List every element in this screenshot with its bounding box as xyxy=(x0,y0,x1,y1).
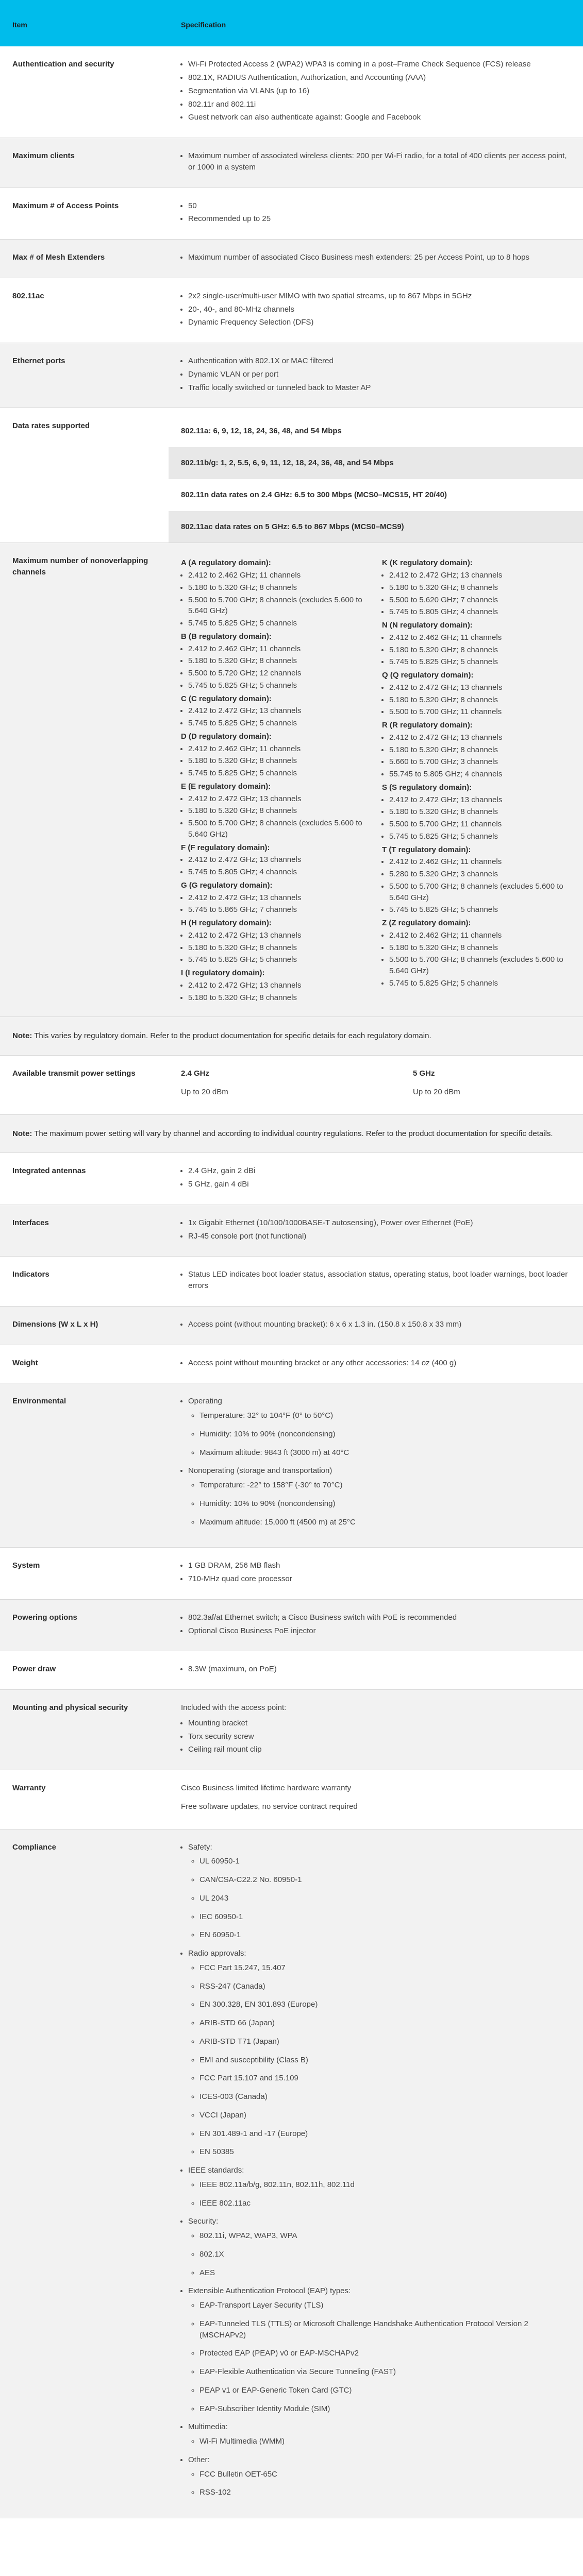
channel-range: • 2.412 to 2.472 GHz; 13 channels xyxy=(188,930,370,941)
domain-channel-list xyxy=(181,743,370,779)
domain-title: Q (Q regulatory domain): xyxy=(382,671,474,680)
sub-list-item: ◦ FCC Part 15.247, 15.407 xyxy=(199,1962,571,1974)
list-item: • Optional Cisco Business PoE injector xyxy=(188,1625,571,1637)
row-power xyxy=(0,1056,583,1115)
row-label: Powering options xyxy=(0,1599,169,1651)
channel-range: • 2.412 to 2.472 GHz; 13 channels xyxy=(389,794,571,806)
row-weight xyxy=(0,1345,583,1383)
note-label: Note: xyxy=(12,1129,32,1138)
domain-title: F (F regulatory domain): xyxy=(181,843,270,852)
sub-list-item: ◦ IEC 60950-1 xyxy=(199,1911,571,1923)
list-item: • Recommended up to 25 xyxy=(188,213,571,225)
row-value xyxy=(169,188,583,240)
row-value xyxy=(169,1548,583,1600)
sub-list-item: ◦ CAN/CSA-C22.2 No. 60950-1 xyxy=(199,1874,571,1886)
row-note-regulatory xyxy=(0,1017,583,1056)
row-value xyxy=(169,1306,583,1345)
sub-list-item: ◦ ARIB-STD T71 (Japan) xyxy=(199,2036,571,2047)
channel-range: • 5.180 to 5.320 GHz; 8 channels xyxy=(389,582,571,594)
group-title: Security: xyxy=(188,2217,219,2226)
sub-list xyxy=(188,1480,571,1528)
sub-list-item: ◦ EAP-Transport Layer Security (TLS) xyxy=(199,2300,571,2311)
row-warranty xyxy=(0,1770,583,1829)
domain-channel-list xyxy=(181,980,370,1004)
row-label: Authentication and security xyxy=(0,46,169,138)
row-maxmesh xyxy=(0,240,583,278)
list-item: • Torx security screw xyxy=(188,1731,571,1742)
group-list xyxy=(181,1842,571,2499)
channel-range: • 5.500 to 5.700 GHz; 8 channels (excludes 5.600 to 5.640 GHz) xyxy=(188,595,370,617)
group-item xyxy=(188,2421,571,2447)
domain-channel-list xyxy=(382,794,571,842)
channel-range: • 5.500 to 5.700 GHz; 8 channels (excludes 5.600 to 5.640 GHz) xyxy=(389,881,571,904)
list-item: • 802.11r and 802.11i xyxy=(188,99,571,110)
list-item: • Access point (without mounting bracket): 6 x 6 x 1.3 in. (150.8 x 150.8 x 33 mm) xyxy=(188,1319,571,1330)
row-value xyxy=(169,1770,583,1829)
channel-range: • 5.500 to 5.700 GHz; 8 channels (excludes 5.600 to 5.640 GHz) xyxy=(188,818,370,840)
row-interfaces xyxy=(0,1205,583,1257)
sub-list-item: ◦ PEAP v1 or EAP-Generic Token Card (GTC) xyxy=(199,2385,571,2396)
channel-range: • 5.180 to 5.320 GHz; 8 channels xyxy=(389,694,571,706)
list-item: • 2x2 single-user/multi-user MIMO with two spatial streams, up to 867 Mbps in 5GHz xyxy=(188,291,571,302)
row-value xyxy=(169,138,583,188)
domain-channel-list xyxy=(181,643,370,691)
domain-channel-list xyxy=(382,856,571,916)
domain-title: S (S regulatory domain): xyxy=(382,783,472,792)
list-item: • Guest network can also authenticate against: Google and Facebook xyxy=(188,112,571,123)
domain-channel-list xyxy=(382,930,571,989)
bullet-list xyxy=(181,1165,571,1190)
row-value xyxy=(169,1651,583,1690)
mounting-intro: Included with the access point: xyxy=(181,1703,287,1713)
header-item: Item xyxy=(0,0,169,46)
channel-range: • 5.745 to 5.825 GHz; 5 channels xyxy=(188,680,370,691)
channel-range: • 5.500 to 5.700 GHz; 11 channels xyxy=(389,706,571,718)
row-label: Maximum clients xyxy=(0,138,169,188)
row-maxclients xyxy=(0,138,583,188)
sub-list-item: ◦ EAP-Tunneled TLS (TTLS) or Microsoft Challenge Handshake Authentication Protocol Version 2 (MSCHAPv2) xyxy=(199,2318,571,2341)
list-item: • Maximum number of associated Cisco Business mesh extenders: 25 per Access Point, up to 8 hops xyxy=(188,252,571,263)
list-item: • Ceiling rail mount clip xyxy=(188,1744,571,1755)
group-item xyxy=(188,1396,571,1458)
sub-list-item: ◦ EN 60950-1 xyxy=(199,1929,571,1941)
channel-range: • 5.745 to 5.825 GHz; 5 channels xyxy=(188,618,370,629)
sub-list-item: ◦ 802.11i, WPA2, WAP3, WPA xyxy=(199,2230,571,2242)
channel-range: • 5.500 to 5.620 GHz; 7 channels xyxy=(389,595,571,606)
group-item xyxy=(188,2285,571,2414)
row-label: System xyxy=(0,1548,169,1600)
channel-range: • 5.745 to 5.825 GHz; 5 channels xyxy=(188,954,370,965)
channel-range: • 5.180 to 5.320 GHz; 8 channels xyxy=(188,942,370,954)
bullet-list xyxy=(181,1319,571,1330)
domain-channel-list xyxy=(181,705,370,729)
group-item xyxy=(188,2165,571,2209)
row-environmental xyxy=(0,1383,583,1548)
sub-list-item: ◦ EAP-Subscriber Identity Module (SIM) xyxy=(199,2403,571,2415)
data-rate-line: 802.11ac data rates on 5 GHz: 6.5 to 867 Mbps (MCS0–MCS9) xyxy=(169,511,583,543)
list-item: • Wi-Fi Protected Access 2 (WPA2) WPA3 is coming in a post–Frame Check Sequence (FCS) release xyxy=(188,59,571,70)
row-note-power xyxy=(0,1114,583,1153)
bullet-list xyxy=(181,200,571,225)
sub-list-item: ◦ Humidity: 10% to 90% (noncondensing) xyxy=(199,1498,571,1510)
row-label: Data rates supported xyxy=(0,408,169,543)
domain-title: E (E regulatory domain): xyxy=(181,782,271,791)
row-value xyxy=(169,1829,583,2518)
group-item xyxy=(188,1465,571,1528)
warranty-line: Free software updates, no service contract required xyxy=(181,1802,358,1811)
sub-list xyxy=(188,2300,571,2414)
row-value xyxy=(169,343,583,408)
row-value xyxy=(169,543,583,1017)
sub-list-item: ◦ 802.1X xyxy=(199,2249,571,2260)
list-item: • Traffic locally switched or tunneled back to Master AP xyxy=(188,382,571,394)
row-label: Integrated antennas xyxy=(0,1153,169,1205)
channel-range: • 5.280 to 5.320 GHz; 3 channels xyxy=(389,869,571,880)
sub-list xyxy=(188,2179,571,2209)
sub-list-item: ◦ Maximum altitude: 9843 ft (3000 m) at 40°C xyxy=(199,1447,571,1459)
row-value xyxy=(169,1153,583,1205)
group-title: Extensible Authentication Protocol (EAP) types: xyxy=(188,2286,351,2296)
channel-range: • 5.180 to 5.320 GHz; 8 channels xyxy=(389,744,571,756)
row-value xyxy=(169,278,583,343)
domain-channel-list xyxy=(181,793,370,840)
list-item: • 5 GHz, gain 4 dBi xyxy=(188,1179,571,1190)
row-label: Maximum # of Access Points xyxy=(0,188,169,240)
channel-range: • 2.412 to 2.462 GHz; 11 channels xyxy=(188,570,370,581)
channel-range: • 5.180 to 5.320 GHz; 8 channels xyxy=(188,805,370,817)
sub-list-item: ◦ Wi-Fi Multimedia (WMM) xyxy=(199,2436,571,2447)
data-rate-line: 802.11b/g: 1, 2, 5.5, 6, 9, 11, 12, 18, 24, 36, 48, and 54 Mbps xyxy=(169,447,583,479)
channel-range: • 5.180 to 5.320 GHz; 8 channels xyxy=(188,755,370,767)
channel-range: • 5.180 to 5.320 GHz; 8 channels xyxy=(188,655,370,667)
bullet-list xyxy=(181,1664,571,1675)
sub-list-item: ◦ EAP-Flexible Authentication via Secure Tunneling (FAST) xyxy=(199,2366,571,2378)
row-value xyxy=(169,46,583,138)
domain-channel-list xyxy=(382,570,571,618)
row-value xyxy=(169,1690,583,1770)
bullet-list xyxy=(181,1217,571,1242)
row-label: Mounting and physical security xyxy=(0,1690,169,1770)
row-value xyxy=(169,1383,583,1548)
row-maxap xyxy=(0,188,583,240)
row-value xyxy=(169,1599,583,1651)
row-value xyxy=(169,1345,583,1383)
domain-title: Z (Z regulatory domain): xyxy=(382,919,471,928)
list-item: • 1 GB DRAM, 256 MB flash xyxy=(188,1560,571,1571)
channel-range: • 5.745 to 5.825 GHz; 5 channels xyxy=(389,978,571,989)
group-item xyxy=(188,2216,571,2278)
sub-list-item: ◦ AES xyxy=(199,2267,571,2279)
domain-channel-list xyxy=(382,732,571,780)
domain-title: B (B regulatory domain): xyxy=(181,632,272,641)
row-indicators xyxy=(0,1257,583,1307)
channel-range: • 5.180 to 5.320 GHz; 8 channels xyxy=(389,942,571,954)
sub-list-item: ◦ EN 300.328, EN 301.893 (Europe) xyxy=(199,1999,571,2010)
bullet-list xyxy=(181,1612,571,1637)
row-value xyxy=(169,240,583,278)
channel-range: • 5.745 to 5.825 GHz; 5 channels xyxy=(188,768,370,779)
domain-column xyxy=(181,555,370,1004)
list-item: • Mounting bracket xyxy=(188,1718,571,1729)
channel-range: • 5.745 to 5.805 GHz; 4 channels xyxy=(188,867,370,878)
list-item: • RJ-45 console port (not functional) xyxy=(188,1231,571,1242)
channel-range: • 5.745 to 5.825 GHz; 5 channels xyxy=(188,718,370,729)
list-item: • 8.3W (maximum, on PoE) xyxy=(188,1664,571,1675)
channel-range: • 2.412 to 2.462 GHz; 11 channels xyxy=(389,856,571,868)
bullet-list xyxy=(181,355,571,393)
header-spec: Specification xyxy=(169,0,583,46)
sub-list xyxy=(188,1856,571,1941)
row-label: Compliance xyxy=(0,1829,169,2518)
group-title: Multimedia: xyxy=(188,2422,228,2432)
row-powering xyxy=(0,1599,583,1651)
sub-list-item: ◦ RSS-247 (Canada) xyxy=(199,1981,571,1992)
row-label: Power draw xyxy=(0,1651,169,1690)
channel-range: • 2.412 to 2.472 GHz; 13 channels xyxy=(389,570,571,581)
row-ethernet xyxy=(0,343,583,408)
row-channels xyxy=(0,543,583,1017)
domain-title: N (N regulatory domain): xyxy=(382,621,473,630)
row-power-draw xyxy=(0,1651,583,1690)
power-band-value: Up to 20 dBm xyxy=(181,1087,228,1096)
sub-list-item: ◦ EN 50385 xyxy=(199,2146,571,2158)
sub-list-item: ◦ EN 301.489-1 and -17 (Europe) xyxy=(199,2128,571,2140)
domain-title: C (C regulatory domain): xyxy=(181,694,272,703)
channel-range: • 55.745 to 5.805 GHz; 4 channels xyxy=(389,769,571,780)
row-label: Available transmit power settings xyxy=(0,1056,169,1115)
list-item: • 50 xyxy=(188,200,571,212)
sub-list-item: ◦ Temperature: -22° to 158°F (-30° to 70°C) xyxy=(199,1480,571,1491)
sub-list-item: ◦ IEEE 802.11a/b/g, 802.11n, 802.11h, 802.11d xyxy=(199,2179,571,2191)
sub-list-item: ◦ UL 2043 xyxy=(199,1893,571,1904)
row-label: Dimensions (W x L x H) xyxy=(0,1306,169,1345)
sub-list-item: ◦ EMI and susceptibility (Class B) xyxy=(199,2055,571,2066)
row-80211ac xyxy=(0,278,583,343)
channel-range: • 5.180 to 5.320 GHz; 8 channels xyxy=(389,645,571,656)
channel-range: • 5.500 to 5.720 GHz; 12 channels xyxy=(188,668,370,679)
row-label: Interfaces xyxy=(0,1205,169,1257)
sub-list-item: ◦ Protected EAP (PEAP) v0 or EAP-MSCHAPv2 xyxy=(199,2348,571,2359)
sub-list-item: ◦ ARIB-STD 66 (Japan) xyxy=(199,2018,571,2029)
domain-title: R (R regulatory domain): xyxy=(382,721,473,730)
channel-range: • 2.412 to 2.462 GHz; 11 channels xyxy=(389,632,571,643)
bullet-list xyxy=(181,1269,571,1292)
group-title: Nonoperating (storage and transportation) xyxy=(188,1466,332,1476)
bullet-list xyxy=(181,1560,571,1585)
row-data-rates xyxy=(0,408,583,543)
row-value xyxy=(169,1257,583,1307)
row-label: Environmental xyxy=(0,1383,169,1548)
channel-range: • 2.412 to 2.472 GHz; 13 channels xyxy=(188,892,370,904)
channel-range: • 2.412 to 2.472 GHz; 13 channels xyxy=(389,732,571,743)
list-item: • 802.1X, RADIUS Authentication, Authorization, and Accounting (AAA) xyxy=(188,72,571,83)
list-item: • Dynamic Frequency Selection (DFS) xyxy=(188,317,571,328)
sub-list-item: ◦ RSS-102 xyxy=(199,2487,571,2498)
sub-list xyxy=(188,2230,571,2278)
list-item: • 2.4 GHz, gain 2 dBi xyxy=(188,1165,571,1177)
domain-channel-list xyxy=(181,570,370,629)
bullet-list xyxy=(181,291,571,328)
list-item: • Dynamic VLAN or per port xyxy=(188,369,571,380)
group-title: Operating xyxy=(188,1397,222,1406)
sub-list xyxy=(188,2469,571,2499)
group-title: Radio approvals: xyxy=(188,1949,246,1958)
channel-range: • 2.412 to 2.462 GHz; 11 channels xyxy=(188,643,370,655)
sub-list-item: ◦ IEEE 802.11ac xyxy=(199,2198,571,2209)
warranty-line: Cisco Business limited lifetime hardware warranty xyxy=(181,1784,352,1793)
channel-range: • 5.745 to 5.825 GHz; 5 channels xyxy=(389,904,571,916)
row-label: Max # of Mesh Extenders xyxy=(0,240,169,278)
row-label: Warranty xyxy=(0,1770,169,1829)
sub-list-item: ◦ ICES-003 (Canada) xyxy=(199,2091,571,2103)
bullet-list xyxy=(181,59,571,123)
domain-title: A (A regulatory domain): xyxy=(181,558,271,568)
channel-range: • 5.745 to 5.825 GHz; 5 channels xyxy=(389,656,571,668)
sub-list xyxy=(188,2436,571,2447)
data-rate-line: 802.11a: 6, 9, 12, 18, 24, 36, 48, and 54 Mbps xyxy=(181,427,342,436)
group-item xyxy=(188,1948,571,2158)
row-value xyxy=(169,1205,583,1257)
domain-channel-list xyxy=(181,930,370,965)
list-item: • 1x Gigabit Ethernet (10/100/1000BASE-T autosensing), Power over Ethernet (PoE) xyxy=(188,1217,571,1229)
note-text: The maximum power setting will vary by channel and according to individual country regulations. Refer to the product documentation for specific details. xyxy=(32,1129,553,1138)
note-label: Note: xyxy=(12,1031,32,1041)
channel-range: • 2.412 to 2.472 GHz; 13 channels xyxy=(188,854,370,866)
table-header-row xyxy=(0,0,583,46)
row-label: 802.11ac xyxy=(0,278,169,343)
row-antennas xyxy=(0,1153,583,1205)
domain-title: I (I regulatory domain): xyxy=(181,969,265,978)
channel-range: • 2.412 to 2.472 GHz; 13 channels xyxy=(188,705,370,717)
channel-range: • 5.745 to 5.805 GHz; 4 channels xyxy=(389,606,571,618)
list-item: • Access point without mounting bracket or any other accessories: 14 oz (400 g) xyxy=(188,1358,571,1369)
channel-range: • 5.745 to 5.865 GHz; 7 channels xyxy=(188,904,370,916)
data-rate-line: 802.11n data rates on 2.4 GHz: 6.5 to 300 Mbps (MCS0–MCS15, HT 20/40) xyxy=(181,490,447,499)
sub-list xyxy=(188,1410,571,1458)
channel-range: • 5.180 to 5.320 GHz; 8 channels xyxy=(188,582,370,594)
sub-list-item: ◦ Temperature: 32° to 104°F (0° to 50°C) xyxy=(199,1410,571,1421)
group-item xyxy=(188,2454,571,2498)
row-system xyxy=(0,1548,583,1600)
channel-range: • 5.500 to 5.700 GHz; 11 channels xyxy=(389,819,571,830)
list-item: • 710-MHz quad core processor xyxy=(188,1573,571,1585)
domain-title: K (K regulatory domain): xyxy=(382,558,473,568)
row-value xyxy=(169,1056,583,1115)
bullet-list xyxy=(181,1718,571,1755)
power-band-label: 5 GHz xyxy=(413,1069,435,1078)
domain-channel-list xyxy=(181,854,370,878)
row-label: Maximum number of nonoverlapping channels xyxy=(0,543,169,1017)
sub-list xyxy=(188,1962,571,2158)
bullet-list xyxy=(181,252,571,263)
sub-list-item: ◦ FCC Bulletin OET-65C xyxy=(199,2469,571,2480)
channel-range: • 2.412 to 2.462 GHz; 11 channels xyxy=(389,930,571,941)
row-label: Ethernet ports xyxy=(0,343,169,408)
row-label: Weight xyxy=(0,1345,169,1383)
channel-range: • 5.180 to 5.320 GHz; 8 channels xyxy=(188,992,370,1004)
list-item: • 802.3af/at Ethernet switch; a Cisco Business switch with PoE is recommended xyxy=(188,1612,571,1623)
list-item: • Authentication with 802.1X or MAC filtered xyxy=(188,355,571,367)
note-text: This varies by regulatory domain. Refer to the product documentation for specific details for each regulatory domain. xyxy=(32,1031,431,1041)
group-list xyxy=(181,1396,571,1528)
bullet-list xyxy=(181,1358,571,1369)
group-title: IEEE standards: xyxy=(188,2166,244,2175)
sub-list-item: ◦ UL 60950-1 xyxy=(199,1856,571,1867)
row-auth xyxy=(0,46,583,138)
list-item: • Segmentation via VLANs (up to 16) xyxy=(188,86,571,97)
sub-list-item: ◦ VCCI (Japan) xyxy=(199,2110,571,2121)
row-dimensions xyxy=(0,1306,583,1345)
domain-title: T (T regulatory domain): xyxy=(382,845,471,854)
channel-range: • 2.412 to 2.472 GHz; 13 channels xyxy=(389,682,571,693)
domain-channel-list xyxy=(382,632,571,668)
sub-list-item: ◦ Maximum altitude: 15,000 ft (4500 m) at 25°C xyxy=(199,1517,571,1528)
power-band-label: 2.4 GHz xyxy=(181,1069,210,1078)
domain-title: H (H regulatory domain): xyxy=(181,919,272,928)
channel-range: • 2.412 to 2.472 GHz; 13 channels xyxy=(188,793,370,805)
domain-title: G (G regulatory domain): xyxy=(181,880,273,890)
sub-list-item: ◦ FCC Part 15.107 and 15.109 xyxy=(199,2073,571,2084)
sub-list-item: ◦ Humidity: 10% to 90% (noncondensing) xyxy=(199,1429,571,1440)
bullet-list xyxy=(181,150,571,173)
channel-range: • 5.745 to 5.825 GHz; 5 channels xyxy=(389,831,571,842)
channel-range: • 2.412 to 2.472 GHz; 13 channels xyxy=(188,980,370,991)
channel-range: • 5.500 to 5.700 GHz; 8 channels (excludes 5.600 to 5.640 GHz) xyxy=(389,954,571,977)
channel-range: • 5.660 to 5.700 GHz; 3 channels xyxy=(389,756,571,768)
domain-channel-list xyxy=(382,682,571,718)
row-value xyxy=(169,408,583,543)
row-label: Indicators xyxy=(0,1257,169,1307)
list-item: • 20-, 40-, and 80-MHz channels xyxy=(188,304,571,315)
domain-channel-list xyxy=(181,892,370,916)
channel-range: • 2.412 to 2.462 GHz; 11 channels xyxy=(188,743,370,755)
list-item: • Status LED indicates boot loader status, association status, operating status, boot loader warnings, boot loader errors xyxy=(188,1269,571,1292)
group-title: Safety: xyxy=(188,1842,212,1852)
group-item xyxy=(188,1842,571,1941)
row-compliance xyxy=(0,1829,583,2518)
domain-title: D (D regulatory domain): xyxy=(181,732,272,741)
group-title: Other: xyxy=(188,2455,210,2464)
power-band-value: Up to 20 dBm xyxy=(413,1087,460,1096)
list-item: • Maximum number of associated wireless clients: 200 per Wi-Fi radio, for a total of 400 clients per access point, or 1000 in a system xyxy=(188,150,571,173)
domain-column xyxy=(382,555,571,1004)
channel-range: • 5.180 to 5.320 GHz; 8 channels xyxy=(389,806,571,818)
row-mounting xyxy=(0,1690,583,1770)
